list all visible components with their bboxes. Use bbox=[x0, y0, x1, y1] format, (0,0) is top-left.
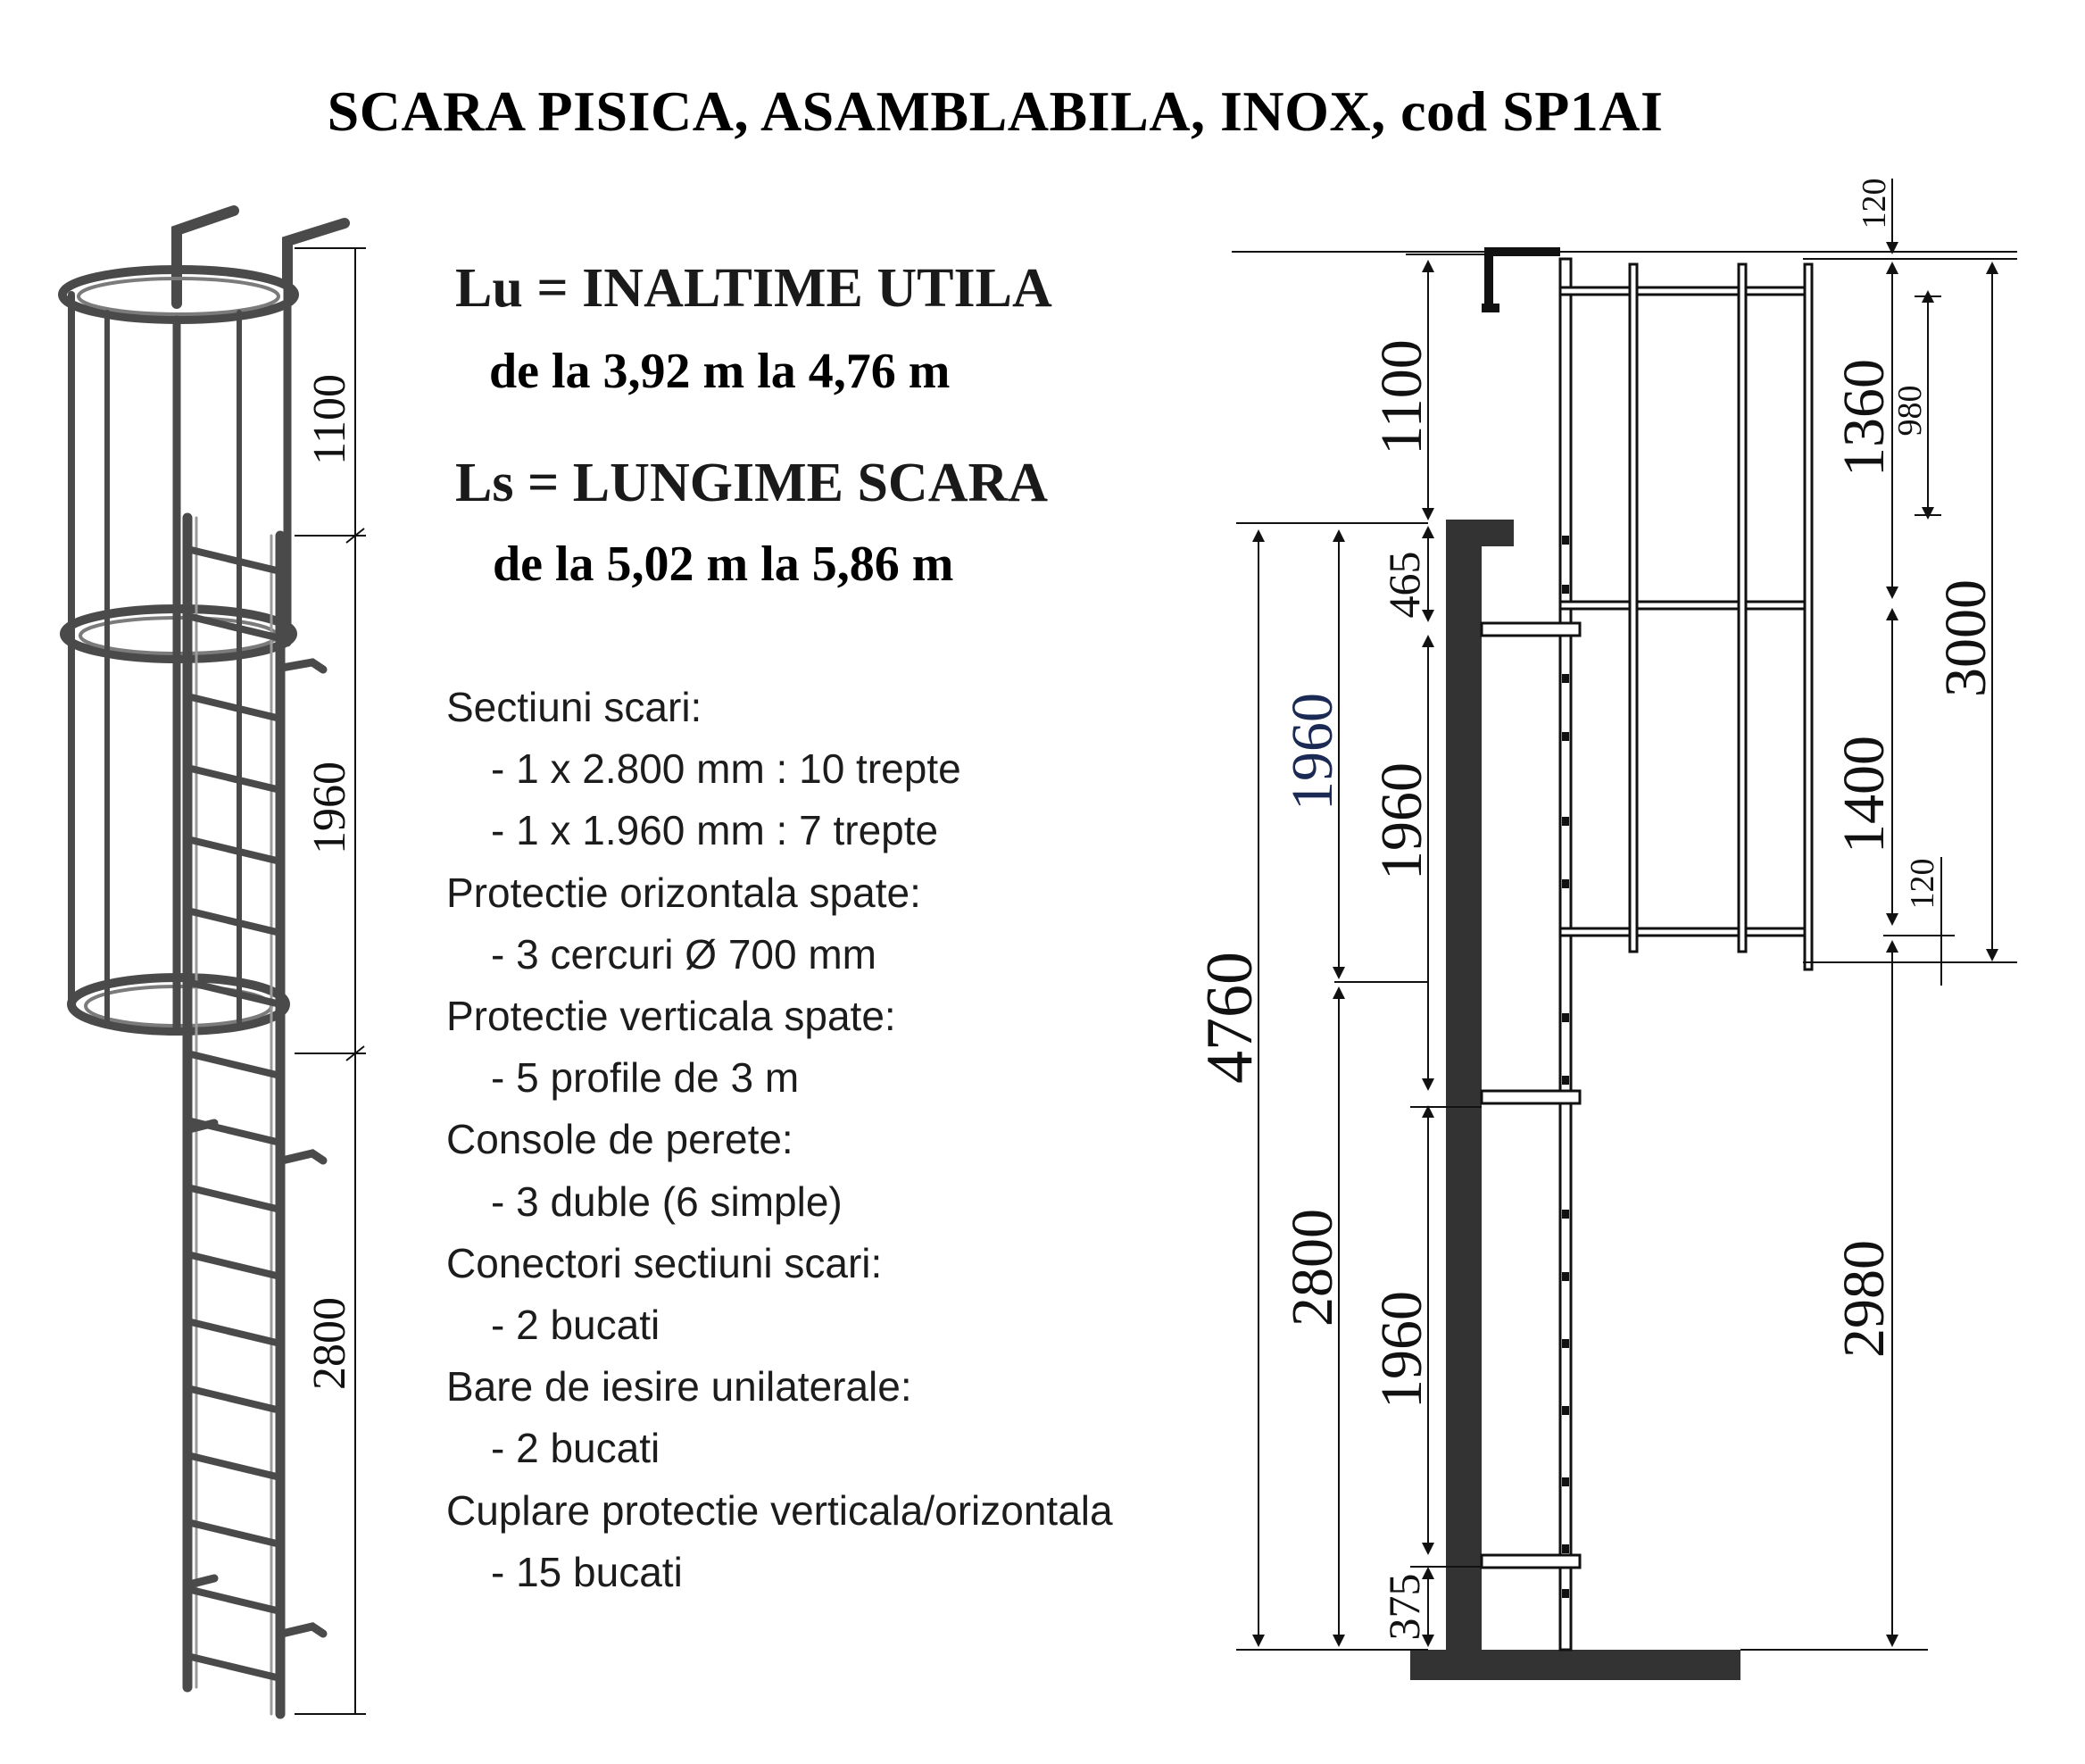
spec-label: Protectie verticala spate: bbox=[446, 993, 896, 1040]
spec-item: - 15 bucati bbox=[491, 1548, 683, 1595]
dim-c-1400: 1400 bbox=[1832, 736, 1897, 853]
dim-b-1100: 1100 bbox=[1369, 339, 1434, 455]
dim-b-375: 375 bbox=[1379, 1573, 1429, 1641]
left-dimension-line bbox=[295, 248, 366, 1714]
spec-item: - 1 x 2.800 mm : 10 trepte bbox=[491, 745, 961, 793]
dim-b-465: 465 bbox=[1379, 551, 1429, 619]
spec-item: - 2 bucati bbox=[491, 1302, 660, 1349]
left-dim-2800: 2800 bbox=[304, 1297, 355, 1390]
dim-line-total bbox=[1236, 523, 1428, 1650]
dim-c-980: 980 bbox=[1891, 385, 1929, 437]
dim-b-1960-upper: 1960 bbox=[1369, 762, 1434, 880]
dim-c-2980: 2980 bbox=[1832, 1240, 1897, 1358]
dim-line-col-a bbox=[1334, 536, 1428, 1641]
spec-item: - 3 cercuri Ø 700 mm bbox=[491, 930, 876, 978]
spec-label: Cuplare protectie verticala/orizontala bbox=[446, 1486, 1113, 1534]
dim-total-4760: 4760 bbox=[1193, 952, 1267, 1084]
spec-item: - 2 bucati bbox=[491, 1425, 660, 1472]
ls-heading: Ls = LUNGIME SCARA bbox=[455, 453, 1049, 513]
dim-a-2800: 2800 bbox=[1280, 1209, 1345, 1327]
dim-c-1360: 1360 bbox=[1832, 359, 1897, 477]
lu-range: de la 3,92 m la 4,76 m bbox=[489, 344, 951, 399]
dim-c-3000: 3000 bbox=[1933, 579, 1998, 697]
ladder-side-view bbox=[1482, 252, 1812, 1650]
left-dim-1100: 1100 bbox=[304, 373, 355, 466]
ladder-3d-illustration bbox=[62, 211, 345, 1714]
ls-range: de la 5,02 m la 5,86 m bbox=[493, 537, 954, 592]
spec-item: - 3 duble (6 simple) bbox=[491, 1177, 843, 1225]
lu-heading: Lu = INALTIME UTILA bbox=[455, 258, 1052, 319]
dim-c-120-top: 120 bbox=[1856, 178, 1893, 229]
spec-label: Sectiuni scari: bbox=[446, 684, 702, 730]
left-dim-1960: 1960 bbox=[304, 761, 355, 854]
spec-label: Conectori sectiuni scari: bbox=[446, 1239, 883, 1286]
spec-label: Bare de iesire unilaterale: bbox=[446, 1363, 912, 1410]
dim-a-1960: 1960 bbox=[1280, 693, 1345, 811]
spec-item: - 5 profile de 3 m bbox=[491, 1054, 800, 1102]
spec-label: Console de perete: bbox=[446, 1116, 793, 1163]
spec-item: - 1 x 1.960 mm : 7 trepte bbox=[491, 807, 939, 854]
page-title: SCARA PISICA, ASAMBLABILA, INOX, cod SP1AI bbox=[327, 79, 1664, 143]
spec-label: Protectie orizontala spate: bbox=[446, 869, 921, 916]
dim-c-120-mid: 120 bbox=[1904, 858, 1941, 910]
dim-b-1960-lower: 1960 bbox=[1369, 1291, 1434, 1409]
